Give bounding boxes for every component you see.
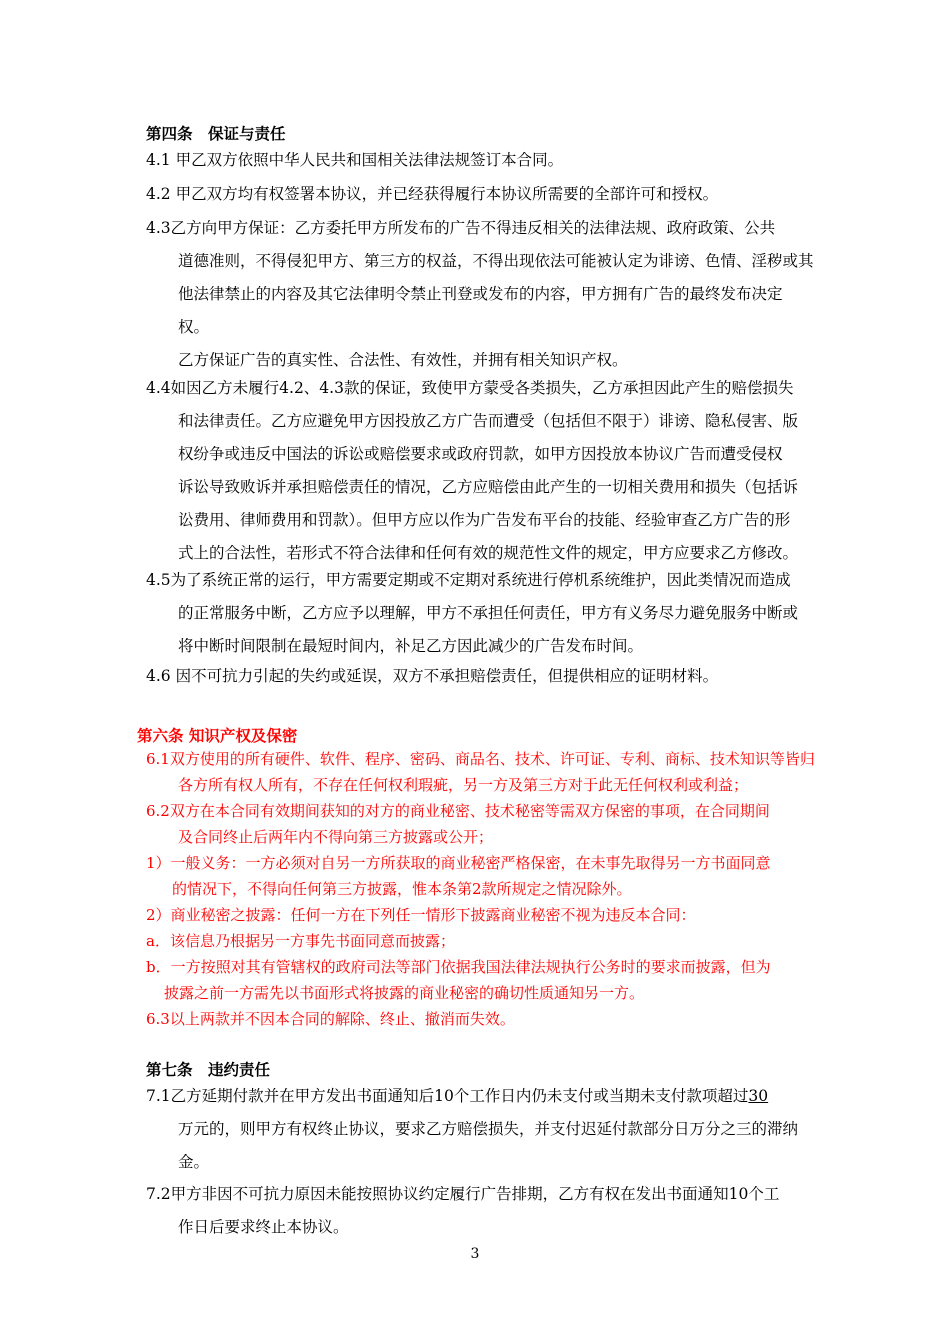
clause-4-2: 4.2 甲乙双方均有权签署本协议，并已经获得履行本协议所需要的全部许可和授权。	[146, 185, 719, 203]
clause-line: 诉讼导致败诉并承担赔偿责任的情况，乙方应赔偿由此产生的一切相关费用和损失（包括诉	[178, 478, 799, 496]
clause-line: 6.3以上两款并不因本合同的解除、终止、撤消而失效。	[146, 1010, 515, 1028]
clause-line: 万元的，则甲方有权终止协议，要求乙方赔偿损失，并支付迟延付款部分日万分之三的滞纳	[178, 1120, 799, 1138]
clause-line: 各方所有权人所有，不存在任何权利瑕疵，另一方及第三方对于此无任何权利或利益；	[178, 776, 749, 794]
clause-line: 讼费用、律师费用和罚款）。但甲方应以作为广告发布平台的技能、经验审查乙方广告的形	[178, 511, 791, 529]
clause-7-2	[146, 1178, 779, 1244]
clause-line: b．一方按照对其有管辖权的政府司法等部门依据我国法律法规执行公务时的要求而披露，但为	[146, 958, 771, 976]
clause-7-1	[146, 1080, 798, 1179]
clause-line: a．该信息乃根据另一方事先书面同意而披露；	[146, 932, 455, 950]
clause-text: 7.1乙方延期付款并在甲方发出书面通知后10个工作日内仍未支付或当期未支付款项超过	[146, 1087, 749, 1105]
clause-line: 2）商业秘密之披露：任何一方在下列任一情形下披露商业秘密不视为违反本合同：	[146, 906, 696, 924]
clause-4-1: 4.1 甲乙双方依照中华人民共和国相关法律法规签订本合同。	[146, 151, 564, 169]
clause-line: 和法律责任。乙方应避免甲方因投放乙方广告而遭受（包括但不限于）诽谤、隐私侵害、版	[178, 412, 799, 430]
clause-line: 他法律禁止的内容及其它法律明令禁止刊登或发布的内容，甲方拥有广告的最终发布决定	[178, 285, 783, 303]
clause-line: 4.5为了系统正常的运行，甲方需要定期或不定期对系统进行停机系统维护，因此类情况而造成	[146, 571, 791, 589]
section-6-title: 第六条 知识产权及保密	[137, 726, 298, 745]
clause-line	[146, 1080, 798, 1113]
section-6-body	[146, 746, 815, 1032]
clause-line: 4.4如因乙方未履行4.2、4.3款的保证，致使甲方蒙受各类损失，乙方承担因此产生的赔偿损失	[146, 379, 794, 397]
clause-line: 的正常服务中断，乙方应予以理解，甲方不承担任何责任，甲方有义务尽力避免服务中断或	[178, 604, 799, 622]
clause-line: 式上的合法性，若形式不符合法律和任何有效的规范性文件的规定，甲方应要求乙方修改。	[178, 544, 799, 562]
clause-line: 乙方保证广告的真实性、合法性、有效性，并拥有相关知识产权。	[178, 351, 628, 369]
clause-line: 6.2双方在本合同有效期间获知的对方的商业秘密、技术秘密等需双方保密的事项，在合同期间	[146, 802, 770, 820]
clause-line: 金。	[178, 1153, 210, 1171]
section-4-title: 第四条 保证与责任	[146, 124, 286, 143]
clause-4-3	[146, 212, 814, 377]
clause-line: 1）一般义务：一方必须对自另一方所获取的商业秘密严格保密，在未事先取得另一方书面同意	[146, 854, 771, 872]
clause-line: 权。	[178, 318, 210, 336]
clause-line: 将中断时间限制在最短时间内，补足乙方因此减少的广告发布时间。	[178, 637, 644, 655]
clause-line: 道德准则，不得侵犯甲方、第三方的权益，不得出现依法可能被认定为诽谤、色情、淫秽或其	[178, 252, 814, 270]
clause-line: 及合同终止后两年内不得向第三方披露或公开；	[178, 828, 494, 846]
clause-line: 披露之前一方需先以书面形式将披露的商业秘密的确切性质通知另一方。	[164, 984, 645, 1002]
clause-4-4	[146, 372, 798, 570]
clause-line: 的情况下，不得向任何第三方披露，惟本条第2款所规定之情况除外。	[172, 880, 632, 898]
clause-line: 7.2甲方非因不可抗力原因未能按照协议约定履行广告排期，乙方有权在发出书面通知10个工	[146, 1185, 780, 1203]
section-7-title: 第七条 违约责任	[146, 1060, 271, 1079]
clause-line: 作日后要求终止本协议。	[178, 1218, 349, 1236]
clause-line: 6.1双方使用的所有硬件、软件、程序、密码、商品名、技术、许可证、专利、商标、技术知识等皆归	[146, 750, 815, 768]
clause-line: 权纷争或违反中国法的诉讼或赔偿要求或政府罚款，如甲方因投放本协议广告而遭受侵权	[178, 445, 783, 463]
overdue-amount: 30	[748, 1087, 769, 1105]
clause-4-5	[146, 564, 798, 663]
page-number: 3	[470, 1246, 480, 1262]
clause-4-6: 4.6 因不可抗力引起的失约或延误，双方不承担赔偿责任，但提供相应的证明材料。	[146, 667, 719, 685]
clause-line: 4.3乙方向甲方保证：乙方委托甲方所发布的广告不得违反相关的法律法规、政府政策、公共	[146, 219, 776, 237]
